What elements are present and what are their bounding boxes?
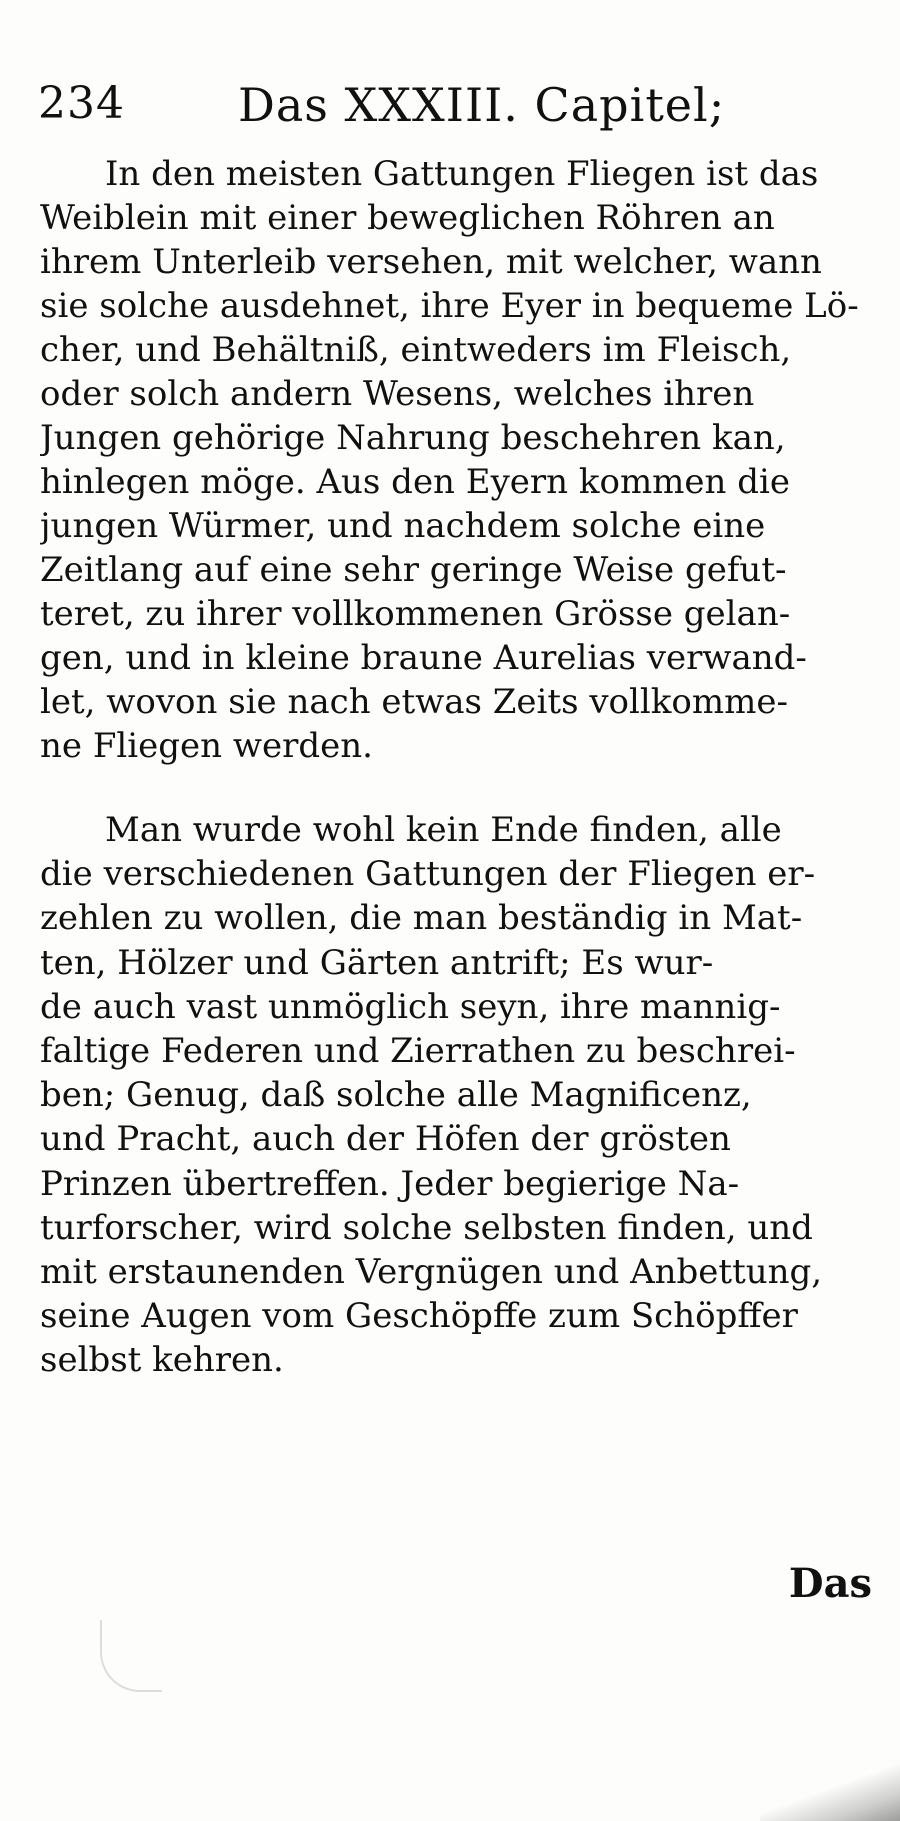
text-line: faltige Federen und Zierrathen zu beschrei- bbox=[40, 1030, 796, 1071]
text-line: hinlegen möge. Aus den Eyern kommen die bbox=[40, 462, 791, 502]
text-line: Man wurde wohl kein Ende finden, alle bbox=[105, 810, 782, 850]
catchword: Das bbox=[788, 1560, 872, 1607]
text-line: und Pracht, auch der Höfen der grösten bbox=[40, 1119, 731, 1160]
text-line: de auch vast unmöglich seyn, ihre mannig- bbox=[40, 986, 781, 1027]
text-line: selbst kehren. bbox=[40, 1340, 284, 1381]
text-line: zehlen zu wollen, die man beständig in Mat- bbox=[40, 898, 803, 939]
text-line: ten, Hölzer und Gärten antrift; Es wur- bbox=[40, 942, 714, 983]
running-head: Das XXXIII. Capitel; bbox=[238, 78, 726, 132]
text-line: jungen Würmer, und nachdem solche eine bbox=[40, 506, 766, 546]
page-header bbox=[38, 78, 738, 138]
text-line: ne Fliegen werden. bbox=[40, 726, 373, 766]
page-corner-shadow bbox=[760, 1741, 900, 1821]
text-line: let, wovon sie nach etwas Zeits vollkomme- bbox=[40, 682, 788, 722]
text-line: seine Augen vom Geschöpffe zum Schöpffer bbox=[40, 1296, 798, 1337]
text-line: Weiblein mit einer beweglichen Röhren an bbox=[40, 198, 775, 238]
page-number: 234 bbox=[38, 78, 125, 129]
text-line: Zeitlang auf eine sehr geringe Weise gefut- bbox=[40, 550, 787, 590]
ink-bleed-mark bbox=[100, 1620, 162, 1692]
text-line: In den meisten Gattungen Fliegen ist das bbox=[105, 154, 819, 194]
paragraph-2 bbox=[40, 808, 870, 1382]
text-line: sie solche ausdehnet, ihre Eyer in bequeme Lö- bbox=[40, 286, 859, 326]
text-line: turforscher, wird solche selbsten finden, und bbox=[40, 1207, 813, 1248]
text-line: mit erstaunenden Vergnügen und Anbettung, bbox=[40, 1251, 823, 1292]
text-line: Jungen gehörige Nahrung beschehren kan, bbox=[40, 418, 786, 458]
text-line: Prinzen übertreffen. Jeder begierige Na- bbox=[40, 1163, 740, 1204]
text-line: ihrem Unterleib versehen, mit welcher, wann bbox=[40, 242, 822, 282]
text-line: cher, und Behältniß, eintweders im Fleisch, bbox=[40, 330, 792, 370]
text-line: teret, zu ihrer vollkommenen Grösse gelan- bbox=[40, 594, 791, 634]
text-line: gen, und in kleine braune Aurelias verwand- bbox=[40, 638, 807, 678]
text-line: die verschiedenen Gattungen der Fliegen er- bbox=[40, 854, 816, 895]
text-line: ben; Genug, daß solche alle Magnificenz, bbox=[40, 1075, 752, 1116]
text-line: oder solch andern Wesens, welches ihren bbox=[40, 374, 755, 414]
paragraph-1 bbox=[40, 152, 870, 768]
